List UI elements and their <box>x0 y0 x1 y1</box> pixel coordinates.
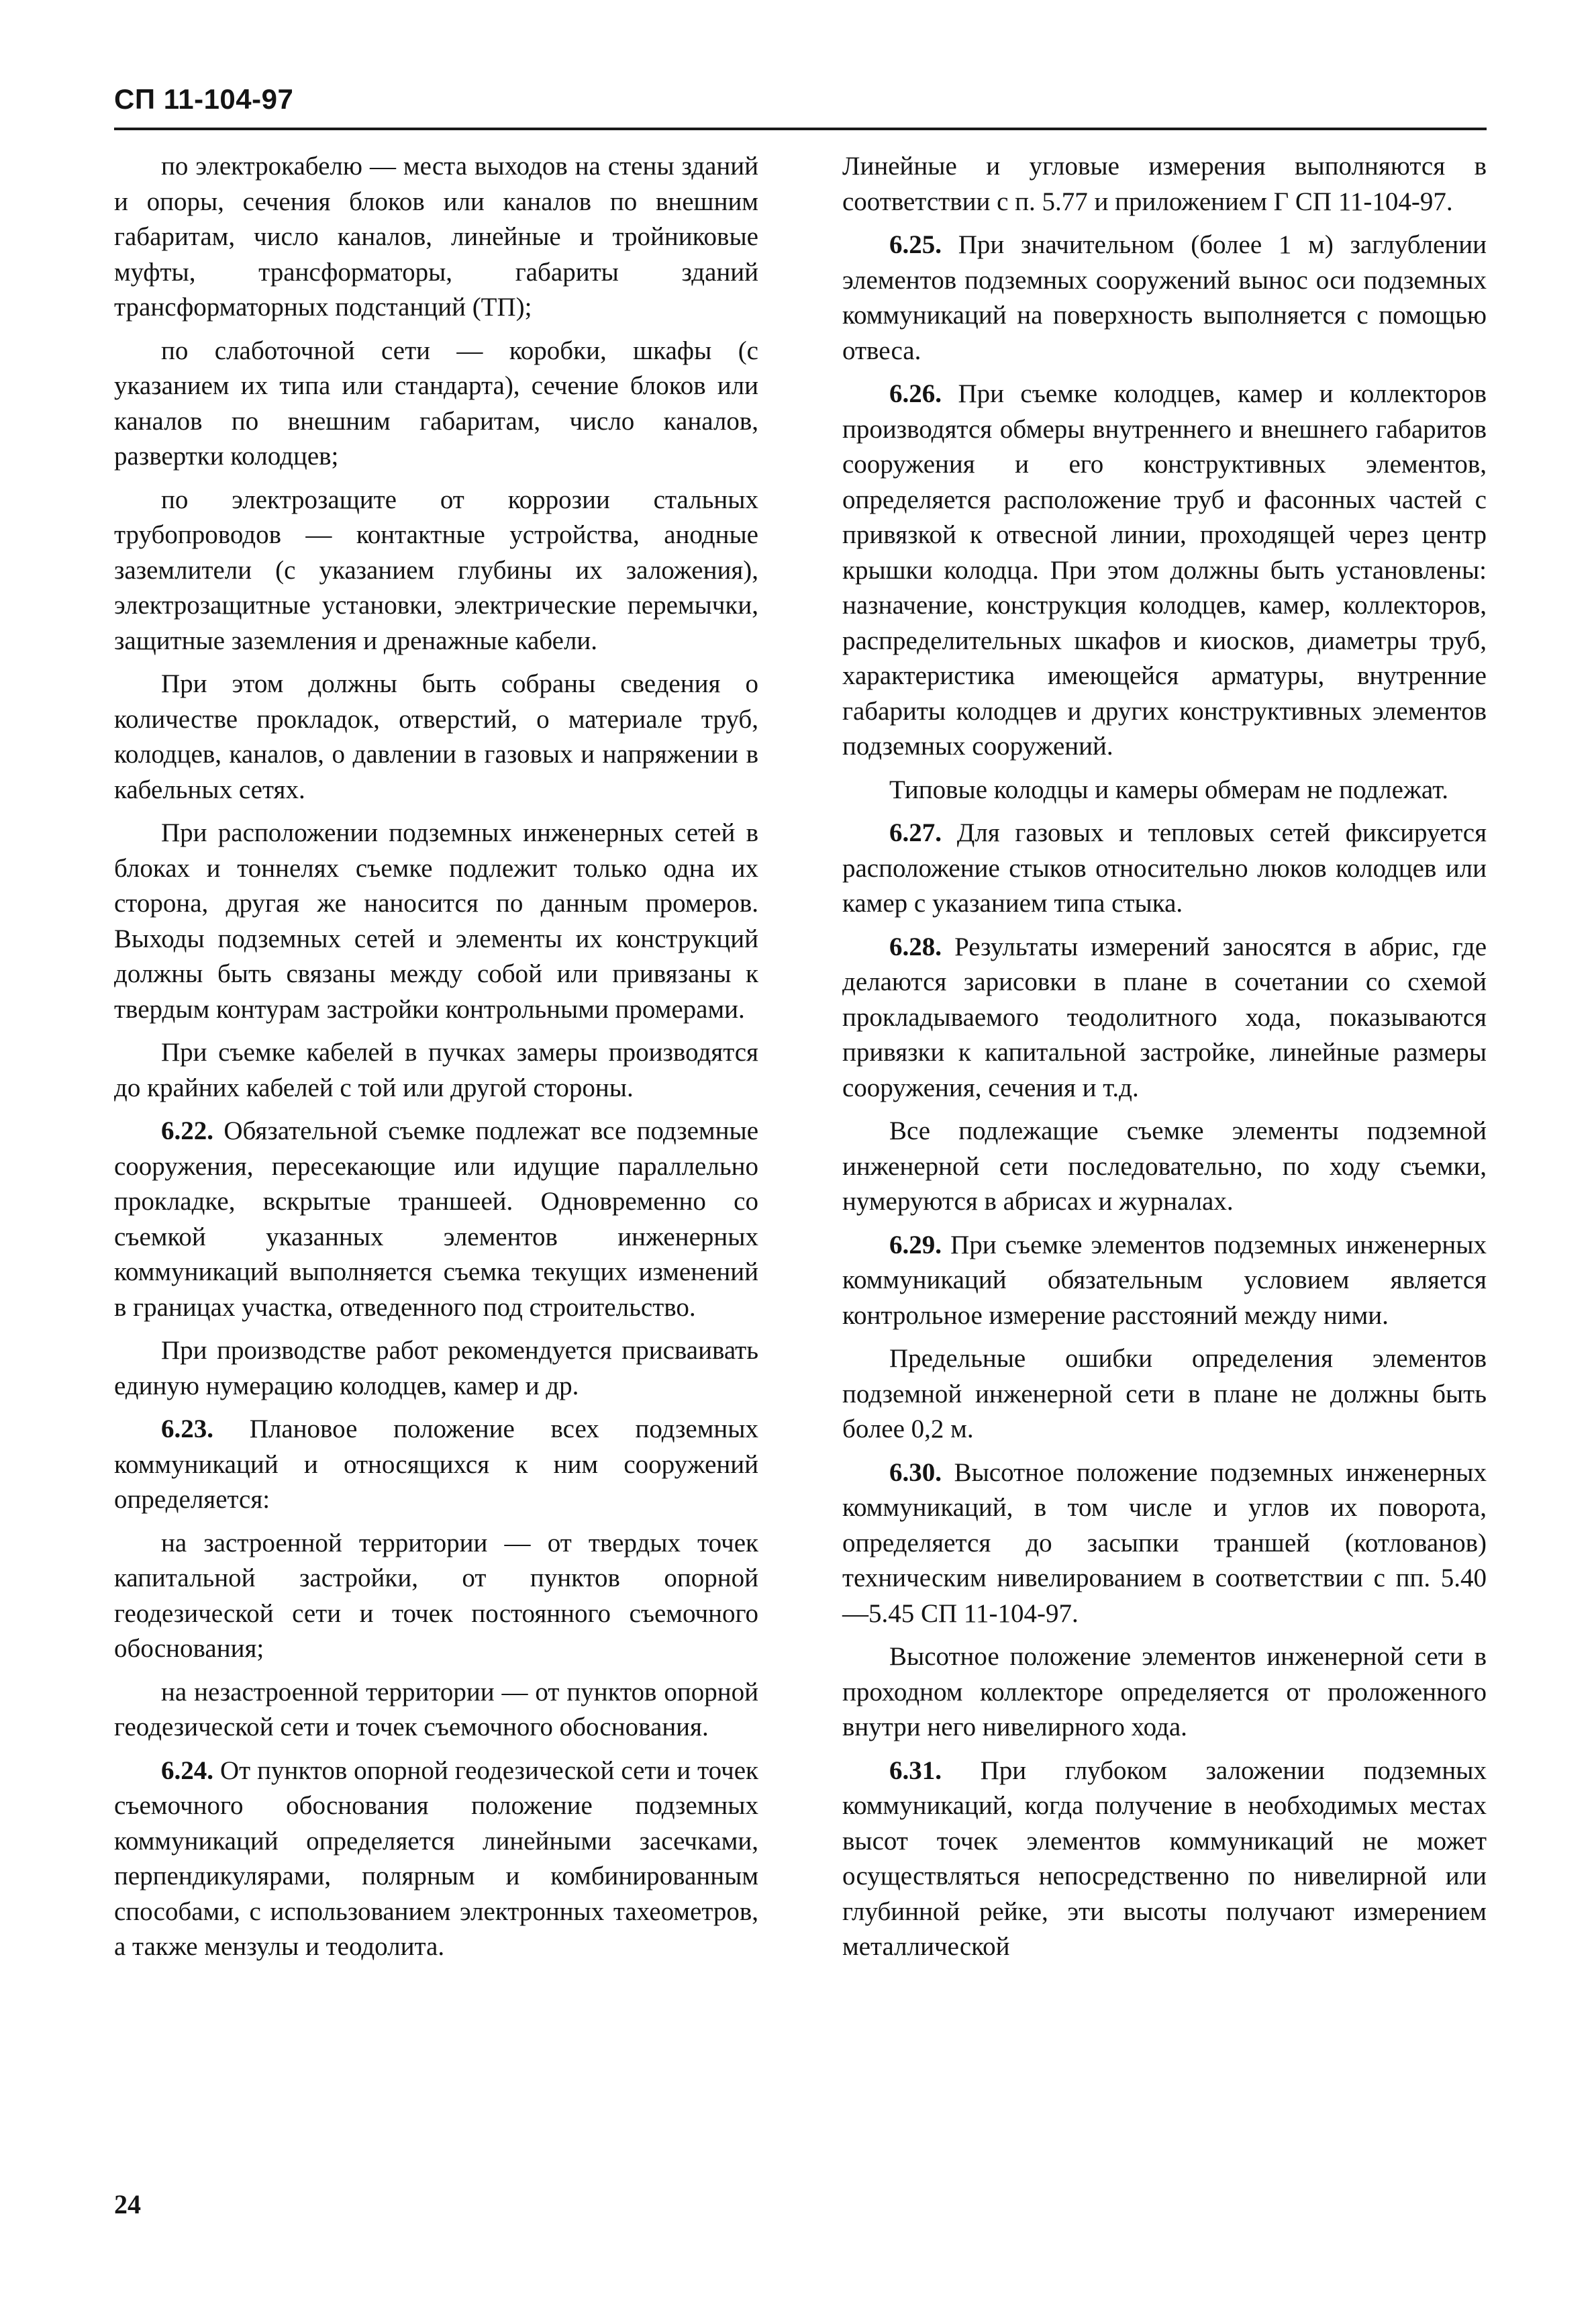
clause-number: 6.24. <box>161 1756 213 1785</box>
right-column <box>842 149 1487 1973</box>
clause-6-25: 6.25. При значительном (более 1 м) заглублении элементов подземных сооружений вынос оси подземных коммуникаций на поверхность выполняется с помощью отвеса. <box>842 230 1487 365</box>
paragraph: Типовые колодцы и камеры обмерам не подлежат. <box>889 775 1449 804</box>
clause-number: 6.28. <box>889 932 942 961</box>
paragraph: Предельные ошибки определения элементов подземной инженерной сети в плане не должны быть более 0,2 м. <box>842 1344 1487 1443</box>
clause-number: 6.27. <box>889 818 942 847</box>
clause-number: 6.29. <box>889 1230 942 1259</box>
clause-6-27: 6.27. Для газовых и тепловых сетей фиксируется расположение стыков относительно люков колодцев или камер с указанием типа стыка. <box>842 818 1487 918</box>
clause-number: 6.31. <box>889 1756 942 1785</box>
paragraph: При съемке кабелей в пучках замеры производятся до крайних кабелей с той или другой стороны. <box>114 1038 758 1102</box>
clause-6-23: 6.23. Плановое положение всех подземных коммуникаций и относящихся к ним сооружений определяется: <box>114 1414 758 1514</box>
clause-number: 6.22. <box>161 1116 213 1145</box>
paragraph: При этом должны быть собраны сведения о количестве прокладок, отверстий, о материале труб, колодцев, каналов, о давлении в газовых и напряжении в кабельных сетях. <box>114 669 758 804</box>
clause-6-30: 6.30. Высотное положение подземных инженерных коммуникаций, в том числе и углов их поворота, определяется до засыпки траншей (котлованов) техническим нивелированием в соответствии с пп. 5.40—5.45 СП 11-104-97. <box>842 1457 1487 1628</box>
clause-number: 6.23. <box>161 1414 213 1443</box>
clause-number: 6.30. <box>889 1457 942 1487</box>
paragraph: Все подлежащие съемке элементы подземной инженерной сети последовательно, по ходу съемки, нумеруются в абрисах и журналах. <box>842 1116 1487 1216</box>
paragraph: Линейные и угловые измерения выполняются в соответствии с п. 5.77 и приложением Г СП 11-104-97. <box>842 152 1487 216</box>
clause-6-22: 6.22. Обязательной съемке подлежат все подземные сооружения, пересекающие или идущие параллельно прокладке, вскрытые траншеей. Одновременно со съемкой указанных элементов инженерных коммуникаций выполняется съемка текущих изменений в границах участка, отведенного под строительство. <box>114 1116 758 1322</box>
paragraph: При производстве работ рекомендуется присваивать единую нумерацию колодцев, камер и др. <box>114 1336 758 1400</box>
clause-number: 6.26. <box>889 379 942 408</box>
clause-number: 6.25. <box>889 230 942 259</box>
clause-6-26: 6.26. При съемке колодцев, камер и коллекторов производятся обмеры внутреннего и внешнего габаритов сооружения и его конструктивных элементов, определяется расположение труб и фасонных частей с привязкой к отвесной линии, проходящей через центр крышки колодца. При этом должны быть установлены: назначение, конструкция колодцев, камер, коллекторов, распределительных шкафов и киосков, диаметры труб, характеристика имеющейся арматуры, внутренние габариты колодцев и других конструктивных элементов подземных сооружений. <box>842 379 1487 761</box>
page-header <box>114 79 1487 130</box>
clause-6-31: 6.31. При глубоком заложении подземных коммуникаций, когда получение в необходимых местах высот точек элементов коммуникаций не может осуществляться непосредственно по нивелирной или глубинной рейке, эти высоты получают измерением металлической <box>842 1756 1487 1961</box>
paragraph: Высотное положение элементов инженерной сети в проходном коллекторе определяется от проложенного внутри него нивелирного хода. <box>842 1642 1487 1741</box>
clause-6-24: 6.24. От пунктов опорной геодезической сети и точек съемочного обоснования положение подземных коммуникаций определяется линейными засечками, перпендикулярами, полярным и комбинированным способами, с использованием электронных тахеометров, а также мензулы и теодолита. <box>114 1756 758 1961</box>
paragraph: на застроенной территории — от твердых точек капитальной застройки, от пунктов опорной геодезической сети и точек постоянного съемочного обоснования; <box>114 1528 758 1663</box>
paragraph: на незастроенной территории — от пунктов опорной геодезической сети и точек съемочного обоснования. <box>114 1677 758 1741</box>
clause-6-29: 6.29. При съемке элементов подземных инженерных коммуникаций обязательным условием является контрольное измерение расстояний между ними. <box>842 1230 1487 1330</box>
paragraph: по электрокабелю — места выходов на стены зданий и опоры, сечения блоков или каналов по внешним габаритам, число каналов, линейные и тройниковые муфты, трансформаторы, габариты зданий трансформаторных подстанций (ТП); <box>114 152 758 322</box>
paragraph: по электрозащите от коррозии стальных трубопроводов — контактные устройства, анодные заземлители (с указанием глубины их заложения), электрозащитные установки, электрические перемычки, защитные заземления и дренажные кабели. <box>114 485 758 655</box>
page-number: 24 <box>114 2189 141 2219</box>
clause-6-28: 6.28. Результаты измерений заносятся в абрис, где делаются зарисовки в плане в сочетании со схемой прокладываемого теодолитного хода, показываются привязки к капитальной застройке, линейные размеры сооружения, сечения и т.д. <box>842 932 1487 1102</box>
document-code: СП 11-104-97 <box>114 83 294 115</box>
paragraph: При расположении подземных инженерных сетей в блоках и тоннелях съемке подлежит только одна их сторона, другая же наносится по данным промеров. Выходы подземных сетей и элементы их конструкций должны быть связаны между собой или привязаны к твердым контурам застройки контрольными промерами. <box>114 818 758 1024</box>
left-column <box>114 149 758 1973</box>
paragraph: по слаботочной сети — коробки, шкафы (с указанием их типа или стандарта), сечение блоков или каналов по внешним габаритам, число каналов, развертки колодцев; <box>114 336 758 471</box>
